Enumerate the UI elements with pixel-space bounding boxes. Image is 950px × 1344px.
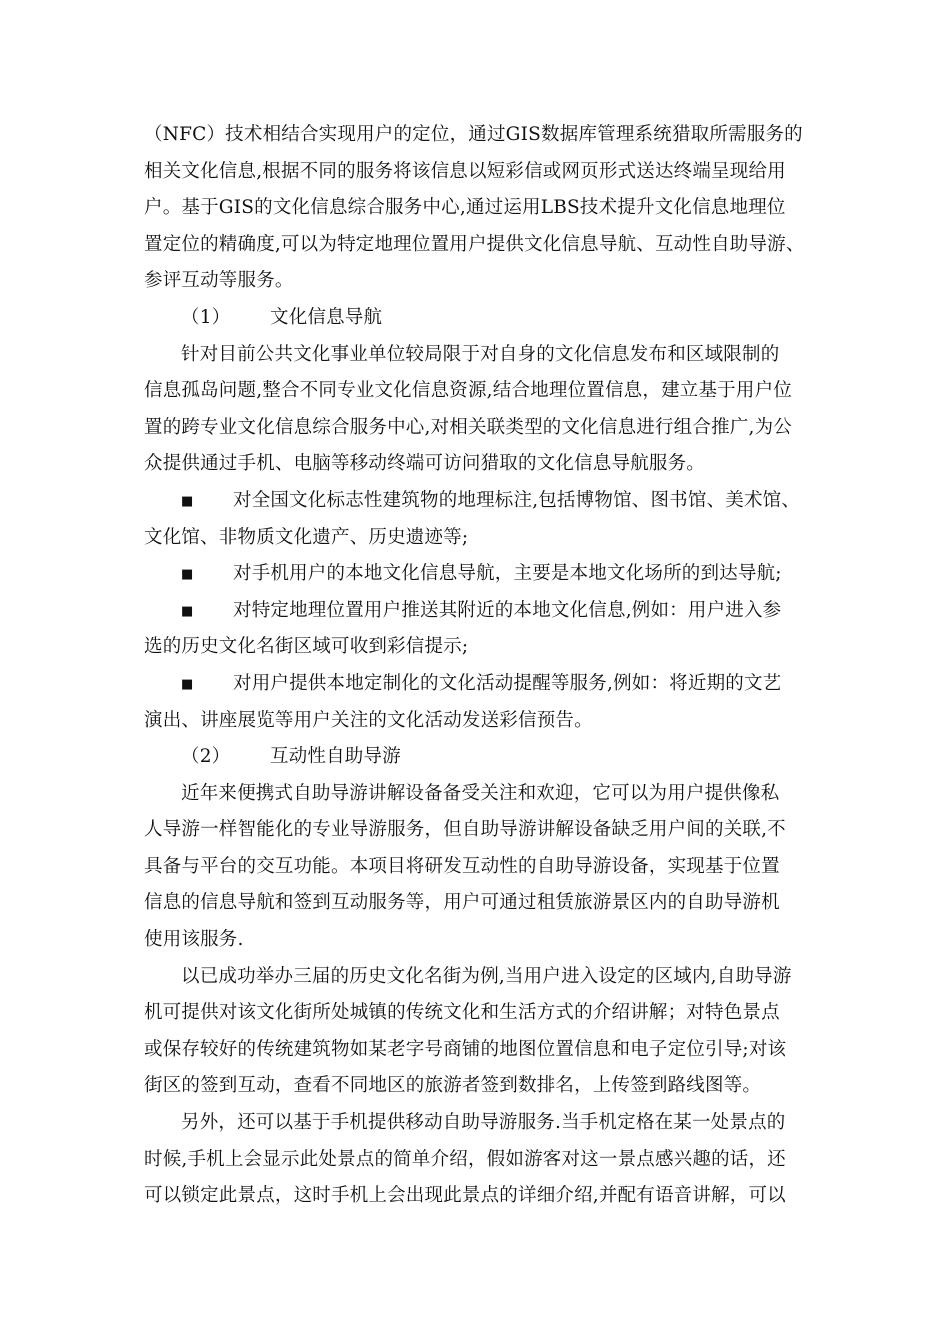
paragraph-mobile xyxy=(144,1105,822,1215)
text-line: 时候,手机上会显示此处景点的简单介绍，假如游客对这一景点感兴趣的话，还 xyxy=(144,1148,786,1170)
text-line: 文化馆、非物质文化遗产、历史遗迹等; xyxy=(144,526,469,548)
text-line: 可以锁定此景点，这时手机上会出现此景点的详细介绍,并配有语音讲解，可以 xyxy=(144,1185,786,1207)
section-heading-2 xyxy=(144,739,822,776)
bullet-item xyxy=(144,666,822,739)
text-line: 置定位的精确度,可以为特定地理位置用户提供文化信息导航、互动性自助导游、 xyxy=(144,233,805,255)
section-title: 互动性自助导游 xyxy=(270,746,401,768)
text-line: 对特定地理位置用户推送其附近的本地文化信息,例如：用户进入参 xyxy=(233,599,782,621)
paragraph-navigation xyxy=(144,337,822,483)
text-line: 或保存较好的传统建筑物如某老字号商铺的地图位置信息和电子定位引导;对该 xyxy=(144,1038,787,1060)
text-line: 选的历史文化名街区域可收到彩信提示; xyxy=(144,636,469,658)
document-page xyxy=(144,117,822,1215)
bullet-square-icon: ■ xyxy=(181,493,194,509)
paragraph-intro xyxy=(144,117,822,300)
text-line: 针对目前公共文化事业单位较局限于对自身的文化信息发布和区域限制的 xyxy=(181,343,780,365)
section-heading-1 xyxy=(144,300,822,337)
text-line: 户。基于GIS的文化信息综合服务中心,通过运用LBS技术提升文化信息地理位 xyxy=(144,197,786,219)
text-line: （NFC）技术相结合实现用户的定位，通过GIS数据库管理系统猎取所需服务的 xyxy=(144,124,803,145)
text-line: 另外，还可以基于手机提供移动自助导游服务.当手机定格在某一处景点的 xyxy=(181,1112,786,1134)
text-line: 近年来便携式自助导游讲解设备备受关注和欢迎，它可以为用户提供像私 xyxy=(181,782,780,804)
paragraph-example xyxy=(144,959,822,1105)
text-line: 机可提供对该文化街所处城镇的传统文化和生活方式的介绍讲解；对特色景点 xyxy=(144,1002,780,1024)
section-number: （2） xyxy=(181,746,231,768)
bullet-item xyxy=(144,483,822,556)
text-line: 相关文化信息,根据不同的服务将该信息以短彩信或网页形式送达终端呈现给用 xyxy=(144,160,786,182)
bullet-item xyxy=(144,593,822,666)
bullet-square-icon: ■ xyxy=(181,676,194,692)
bullet-square-icon: ■ xyxy=(181,567,194,583)
text-line: 以已成功举办三届的历史文化名街为例,当用户进入设定的区域内,自助导游 xyxy=(181,965,792,987)
bullet-item xyxy=(144,556,822,593)
text-line: 信息的信息导航和签到互动服务等，用户可通过租赁旅游景区内的自助导游机 xyxy=(144,892,780,914)
bullet-square-icon: ■ xyxy=(181,603,194,619)
section-title: 文化信息导航 xyxy=(270,306,383,328)
text-line: 信息孤岛问题,整合不同专业文化信息资源,结合地理位置信息，建立基于用户位 xyxy=(144,380,792,402)
paragraph-self-guide xyxy=(144,776,822,959)
text-line: 具备与平台的交互功能。本项目将研发互动性的自助导游设备，实现基于位置 xyxy=(144,855,780,877)
text-line: 对全国文化标志性建筑物的地理标注,包括博物馆、图书馆、美术馆、 xyxy=(233,489,801,511)
text-line: 使用该服务. xyxy=(144,929,244,951)
text-line: 街区的签到互动，查看不同地区的旅游者签到数排名，上传签到路线图等。 xyxy=(144,1075,762,1097)
text-line: 置的跨专业文化信息综合服务中心,对相关联类型的文化信息进行组合推广,为公 xyxy=(144,416,792,438)
section-number: （1） xyxy=(181,306,231,328)
text-line: 演出、讲座展览等用户关注的文化活动发送彩信预告。 xyxy=(144,709,593,731)
text-line: 参评互动等服务。 xyxy=(144,270,294,292)
text-line: 对手机用户的本地文化信息导航，主要是本地文化场所的到达导航; xyxy=(233,563,782,585)
text-line: 众提供通过手机、电脑等移动终端可访问猎取的文化信息导航服务。 xyxy=(144,453,706,475)
text-line: 人导游一样智能化的专业导游服务，但自助导游讲解设备缺乏用户间的关联,不 xyxy=(144,819,786,841)
text-line: 对用户提供本地定制化的文化活动提醒等服务,例如：将近期的文艺 xyxy=(233,672,782,694)
